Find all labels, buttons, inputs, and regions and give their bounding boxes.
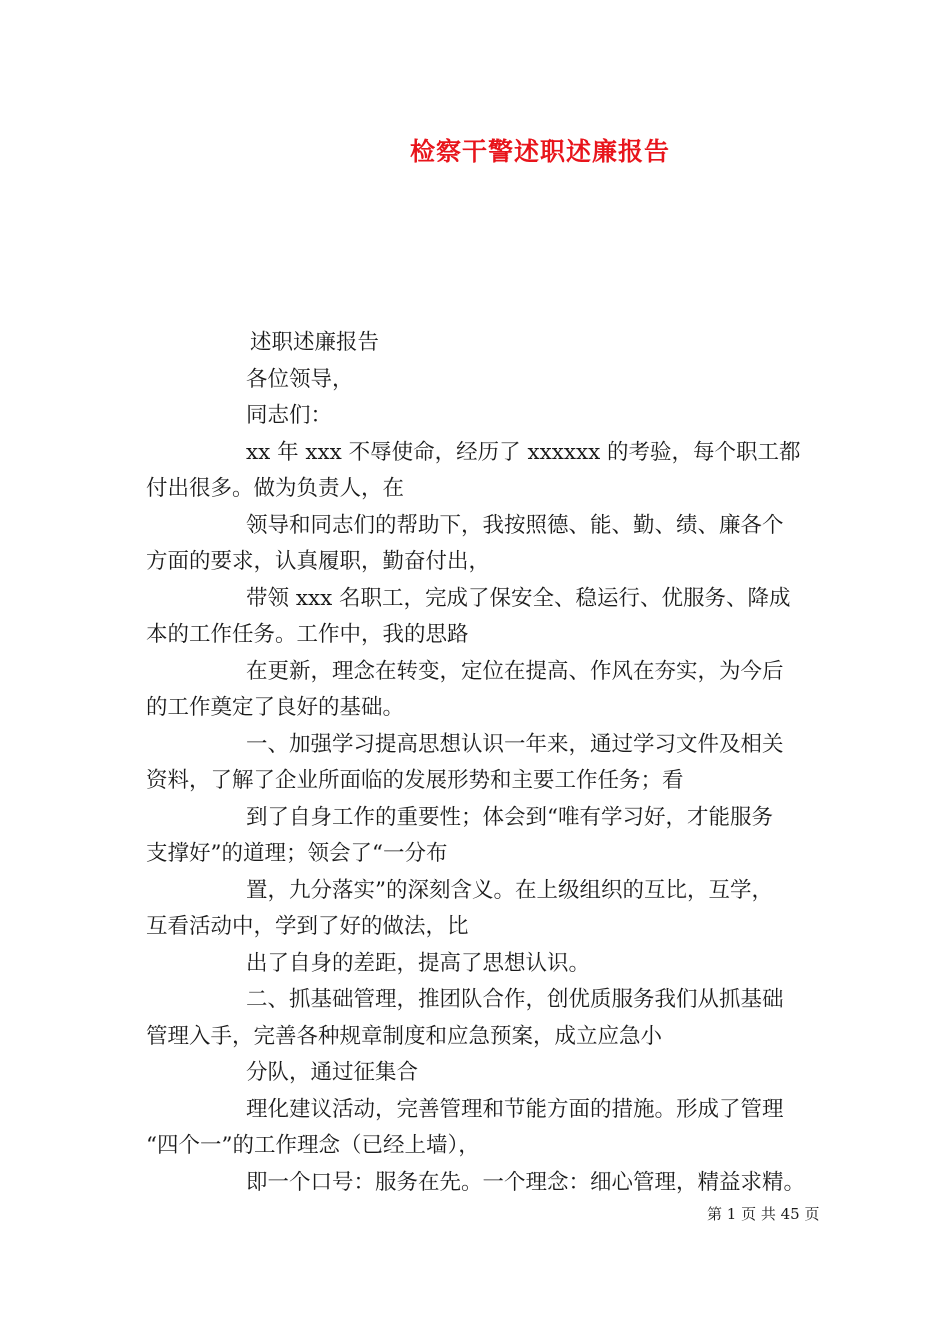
text-line: “四个一”的工作理念（已经上墙），	[146, 1133, 480, 1158]
text-line: xx 年 xxx 不辱使命，经历了 xxxxxx 的考验，每个职工都	[246, 439, 801, 465]
text-line: 二、抓基础管理，推团队合作，创优质服务我们从抓基础	[246, 987, 784, 1012]
text-line: 出了自身的差距，提高了思想认识。	[246, 950, 591, 976]
document-title: 检察干警述职述廉报告	[409, 137, 670, 166]
text-line: 到了自身工作的重要性；体会到“唯有学习好，才能服务	[246, 804, 773, 830]
text-line: 在更新，理念在转变，定位在提高、作风在夯实，为今后	[246, 658, 784, 684]
text-line: 本的工作任务。工作中，我的思路	[146, 622, 469, 647]
text-line: 方面的要求，认真履职，勤奋付出，	[146, 549, 491, 574]
text-line: 分队，通过征集合	[246, 1060, 419, 1085]
page-indicator: 第 1 页 共 45 页	[707, 1205, 820, 1223]
text-line: 同志们：	[246, 403, 333, 428]
text-line: 置，九分落实”的深刻含义。在上级组织的互比，互学，	[246, 877, 773, 903]
text-line: 资料，了解了企业所面临的发展形势和主要工作任务；看	[146, 768, 684, 793]
text-line: 带领 xxx 名职工，完成了保安全、稳运行、优服务、降成	[246, 585, 791, 611]
text-line: 互看活动中，学到了好的做法，比	[146, 914, 469, 939]
document-body	[146, 325, 811, 1201]
text-line: 支撑好”的道理；领会了“一分布	[146, 841, 448, 866]
text-line: 管理入手，完善各种规章制度和应急预案，成立应急小	[146, 1023, 663, 1049]
text-line: 付出很多。做为负责人，在	[146, 476, 405, 501]
text-line: 即一个口号：服务在先。一个理念：细心管理，精益求精。	[246, 1169, 806, 1195]
text-line: 理化建议活动，完善管理和节能方面的措施。形成了管理	[246, 1096, 784, 1122]
text-line: 一、加强学习提高思想认识一年来，通过学习文件及相关	[246, 731, 784, 757]
text-line: 的工作奠定了良好的基础。	[146, 695, 405, 720]
text-line: 述职述廉报告	[250, 330, 380, 355]
text-line: 各位领导，	[246, 366, 354, 392]
text-line: 领导和同志们的帮助下，我按照德、能、勤、绩、廉各个	[246, 512, 784, 538]
